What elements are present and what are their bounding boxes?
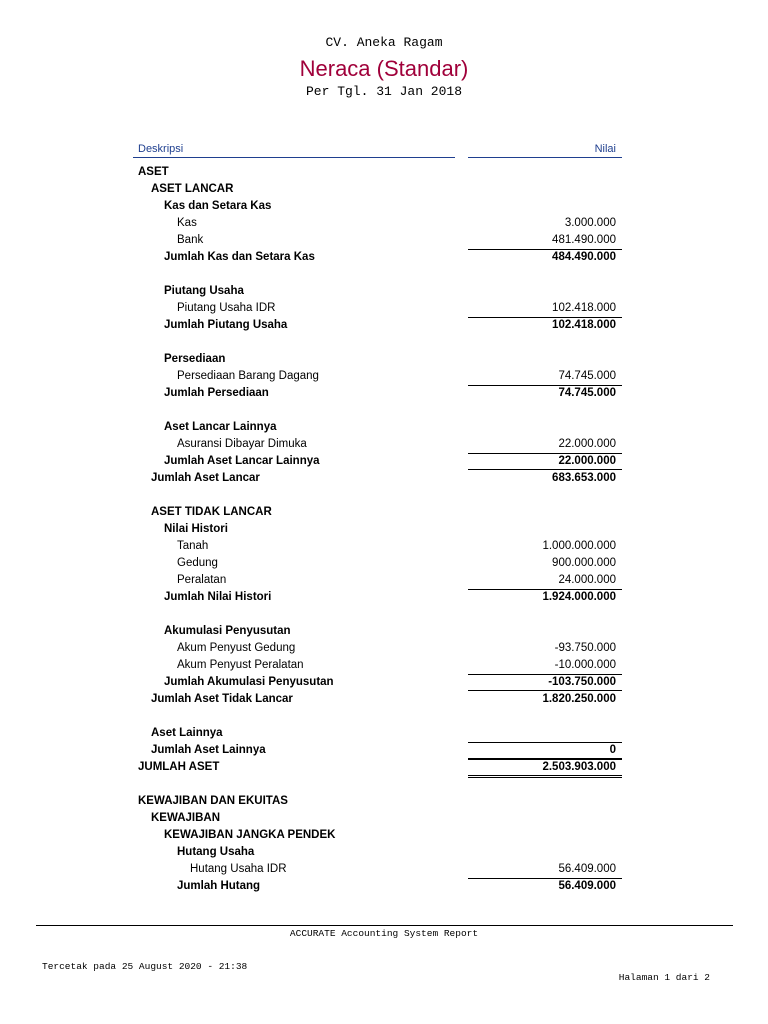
table-row (0, 521, 768, 538)
table-row (0, 725, 768, 742)
table-row (0, 640, 768, 657)
row-label: Jumlah Persediaan (164, 387, 269, 399)
row-value: 56.409.000 (558, 863, 616, 875)
row-label: Akum Penyust Gedung (177, 642, 296, 654)
row-label: Jumlah Akumulasi Penyusutan (164, 676, 334, 688)
row-value: 56.409.000 (558, 880, 616, 892)
spacer-row (0, 776, 768, 793)
table-row (0, 181, 768, 198)
table-row (0, 759, 768, 776)
subtotal-rule (468, 742, 622, 743)
subtotal-rule (468, 453, 622, 454)
row-value: 0 (609, 744, 616, 756)
row-label: ASET LANCAR (151, 183, 234, 195)
subtotal-rule (468, 878, 622, 879)
row-value: 74.745.000 (558, 387, 616, 399)
table-row (0, 589, 768, 606)
subtotal-rule (468, 385, 622, 386)
spacer-row (0, 334, 768, 351)
row-label: Hutang Usaha IDR (190, 863, 287, 875)
row-value: 3.000.000 (564, 217, 616, 229)
table-row (0, 368, 768, 385)
table-row (0, 470, 768, 487)
table-row (0, 317, 768, 334)
table-row (0, 674, 768, 691)
row-label: Tanah (177, 540, 209, 552)
row-label: Nilai Histori (164, 523, 228, 535)
row-label: Bank (177, 234, 204, 246)
row-label: Aset Lancar Lainnya (164, 421, 277, 433)
row-label: Jumlah Hutang (177, 880, 261, 892)
table-row (0, 827, 768, 844)
footer-page-number: Halaman 1 dari 2 (618, 972, 710, 983)
table-row (0, 538, 768, 555)
footer-printed-date: Tercetak pada 25 August 2020 - 21:38 (42, 961, 248, 972)
table-row (0, 810, 768, 827)
table-row (0, 504, 768, 521)
table-row (0, 198, 768, 215)
subtotal-rule (468, 674, 622, 675)
row-label: Jumlah Aset Lainnya (151, 744, 266, 756)
row-value: 1.000.000.000 (542, 540, 616, 552)
row-label: Peralatan (177, 574, 227, 586)
table-row (0, 623, 768, 640)
spacer-row (0, 606, 768, 623)
header-rule-description (133, 157, 455, 158)
report-date: Per Tgl. 31 Jan 2018 (305, 84, 463, 99)
row-value: 484.490.000 (552, 251, 616, 263)
table-row (0, 351, 768, 368)
table-row (0, 249, 768, 266)
row-label: Gedung (177, 557, 218, 569)
footer-divider (36, 925, 733, 926)
subtotal-rule (468, 589, 622, 590)
table-row (0, 232, 768, 249)
row-label: Akumulasi Penyusutan (164, 625, 291, 637)
row-value: 22.000.000 (558, 455, 616, 467)
table-row (0, 793, 768, 810)
row-value: 481.490.000 (552, 234, 616, 246)
table-row (0, 300, 768, 317)
table-row (0, 878, 768, 895)
row-value: 2.503.903.000 (542, 761, 616, 773)
table-row (0, 555, 768, 572)
row-value: 1.924.000.000 (542, 591, 616, 603)
row-label: ASET (138, 166, 169, 178)
row-value: 1.820.250.000 (542, 693, 616, 705)
spacer-row (0, 487, 768, 504)
table-row (0, 419, 768, 436)
row-value: 102.418.000 (552, 319, 616, 331)
table-row (0, 742, 768, 759)
row-value: 900.000.000 (552, 557, 616, 569)
row-value: 683.653.000 (552, 472, 616, 484)
table-row (0, 164, 768, 181)
table-row (0, 691, 768, 708)
row-label: JUMLAH ASET (138, 761, 220, 773)
company-name: CV. Aneka Ragam (325, 35, 443, 50)
row-label: Jumlah Kas dan Setara Kas (164, 251, 315, 263)
table-row (0, 844, 768, 861)
row-label: Jumlah Aset Tidak Lancar (151, 693, 293, 705)
table-row (0, 436, 768, 453)
subtotal-rule (468, 317, 622, 318)
table-row (0, 283, 768, 300)
row-value: 102.418.000 (552, 302, 616, 314)
row-label: KEWAJIBAN JANGKA PENDEK (164, 829, 336, 841)
table-row (0, 572, 768, 589)
row-label: Asuransi Dibayar Dimuka (177, 438, 307, 450)
row-value: -103.750.000 (548, 676, 616, 688)
report-title: Neraca (Standar) (299, 56, 469, 81)
table-row (0, 861, 768, 878)
table-row (0, 657, 768, 674)
balance-sheet-table (0, 164, 768, 895)
row-value: 22.000.000 (558, 438, 616, 450)
row-label: Jumlah Aset Lancar Lainnya (164, 455, 320, 467)
table-row (0, 385, 768, 402)
subtotal-rule (468, 759, 622, 760)
row-label: Piutang Usaha (164, 285, 244, 297)
row-value: 74.745.000 (558, 370, 616, 382)
table-row (0, 215, 768, 232)
row-value: -93.750.000 (554, 642, 616, 654)
row-label: Hutang Usaha (177, 846, 255, 858)
column-header-value: Nilai (594, 143, 616, 155)
row-label: Jumlah Aset Lancar (151, 472, 260, 484)
row-value: 24.000.000 (558, 574, 616, 586)
table-row (0, 453, 768, 470)
header-rule-value (468, 157, 622, 158)
row-label: KEWAJIBAN (151, 812, 221, 824)
row-label: Persediaan Barang Dagang (177, 370, 319, 382)
row-label: Jumlah Piutang Usaha (164, 319, 288, 331)
row-value: -10.000.000 (554, 659, 616, 671)
row-label: Persediaan (164, 353, 226, 365)
spacer-row (0, 708, 768, 725)
spacer-row (0, 266, 768, 283)
spacer-row (0, 402, 768, 419)
row-label: ASET TIDAK LANCAR (151, 506, 272, 518)
footer-system-label: ACCURATE Accounting System Report (289, 928, 479, 939)
subtotal-rule (468, 249, 622, 250)
row-label: KEWAJIBAN DAN EKUITAS (138, 795, 288, 807)
row-label: Aset Lainnya (151, 727, 223, 739)
column-header-description: Deskripsi (138, 143, 184, 155)
row-label: Akum Penyust Peralatan (177, 659, 304, 671)
row-label: Piutang Usaha IDR (177, 302, 276, 314)
row-label: Jumlah Nilai Histori (164, 591, 272, 603)
row-label: Kas (177, 217, 197, 229)
row-label: Kas dan Setara Kas (164, 200, 272, 212)
